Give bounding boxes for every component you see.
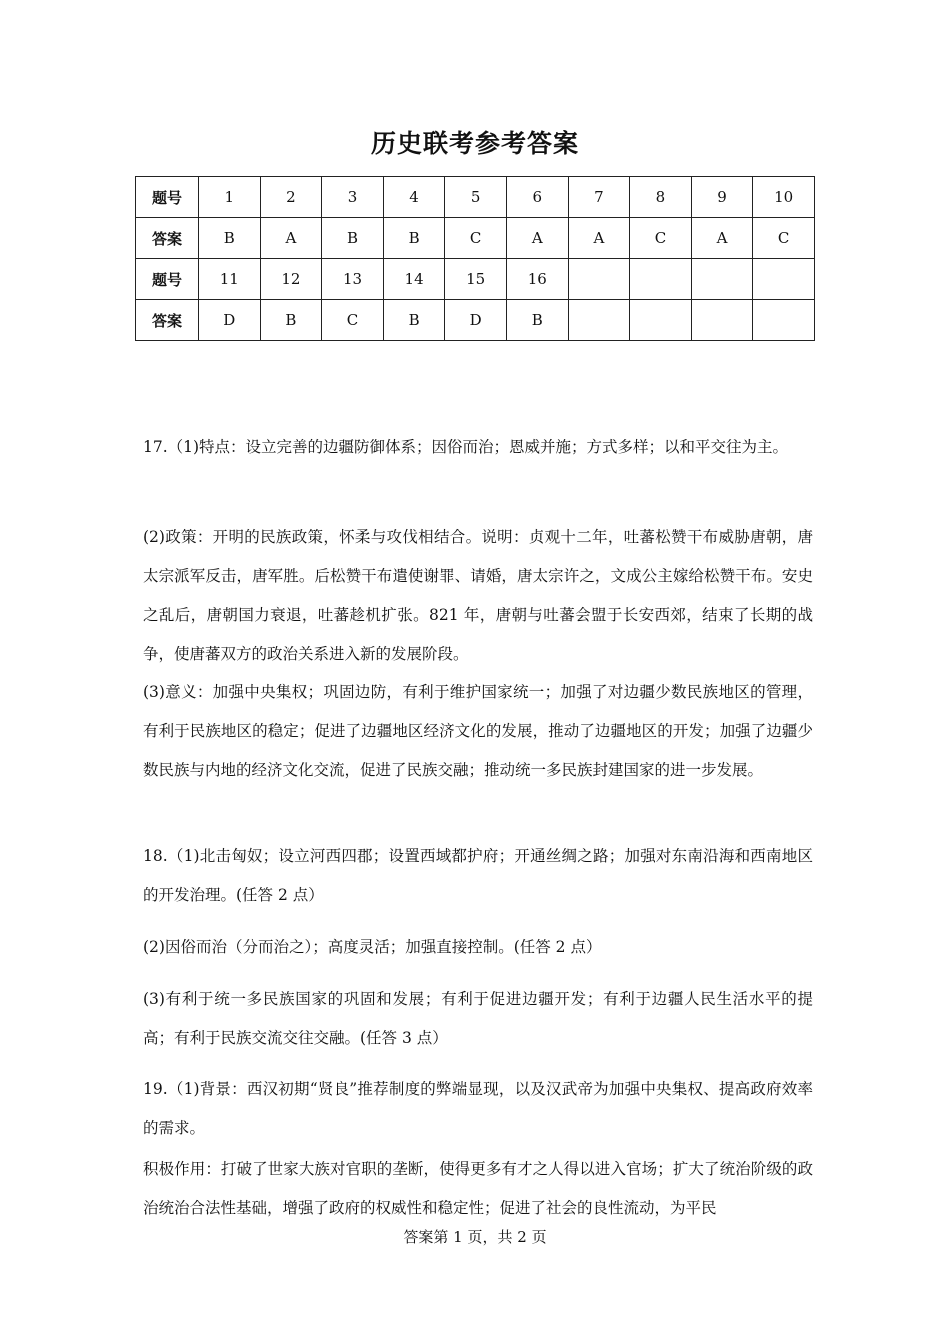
table-cell: 2 xyxy=(260,177,322,218)
table-cell: B xyxy=(383,300,445,341)
table-cell: D xyxy=(199,300,261,341)
table-cell: B xyxy=(260,300,322,341)
table-row xyxy=(136,300,815,341)
paragraph-18-1: 18.（1)北击匈奴；设立河西四郡；设置西域都护府；开通丝绸之路；加强对东南沿海和西南地区的开发治理。(任答 2 点） xyxy=(143,847,813,904)
paragraph-17-2: (2)政策：开明的民族政策，怀柔与攻伐相结合。说明：贞观十二年，吐蕃松赞干布威胁唐朝，唐太宗派军反击，唐军胜。后松赞干布遣使谢罪、请婚，唐太宗许之，文成公主嫁给松赞干布。安史之乱后，唐朝国力衰退，吐蕃趁机扩张。821 年，唐朝与吐蕃会盟于长安西郊，结束了长期的战争，使唐蕃双方的政治关系进入新的发展阶段。 xyxy=(143,528,813,663)
table-cell: 9 xyxy=(691,177,753,218)
table-cell xyxy=(691,300,753,341)
table-cell: B xyxy=(383,218,445,259)
table-cell: 1 xyxy=(199,177,261,218)
table-cell: A xyxy=(260,218,322,259)
table-cell: 6 xyxy=(506,177,568,218)
table-cell xyxy=(630,259,692,300)
table-row xyxy=(136,259,815,300)
table-cell: 8 xyxy=(630,177,692,218)
table-cell xyxy=(630,300,692,341)
row-header: 答案 xyxy=(136,218,199,259)
table-cell: A xyxy=(568,218,630,259)
table-cell: B xyxy=(506,300,568,341)
table-cell: A xyxy=(506,218,568,259)
table-cell xyxy=(568,259,630,300)
table-cell: D xyxy=(445,300,507,341)
table-cell xyxy=(568,300,630,341)
table-cell: 5 xyxy=(445,177,507,218)
row-header: 答案 xyxy=(136,300,199,341)
table-cell: A xyxy=(691,218,753,259)
table-cell: C xyxy=(753,218,815,259)
paragraph-18-3: (3)有利于统一多民族国家的巩固和发展；有利于促进边疆开发；有利于边疆人民生活水平的提高；有利于民族交流交往交融。(任答 3 点） xyxy=(143,990,813,1047)
paragraph-19-2: 积极作用：打破了世家大族对官职的垄断，使得更多有才之人得以进入官场；扩大了统治阶级的政治统治合法性基础，增强了政府的权威性和稳定性；促进了社会的良性流动，为平民 xyxy=(143,1160,813,1217)
table-cell: 10 xyxy=(753,177,815,218)
table-cell: 11 xyxy=(199,259,261,300)
table-cell: 14 xyxy=(383,259,445,300)
paragraph-17-3: (3)意义：加强中央集权；巩固边防，有利于维护国家统一；加强了对边疆少数民族地区的管理，有利于民族地区的稳定；促进了边疆地区经济文化的发展，推动了边疆地区的开发；加强了边疆少数民族与内地的经济文化交流，促进了民族交融；推动统一多民族封建国家的进一步发展。 xyxy=(143,683,813,779)
answer-table xyxy=(135,176,815,341)
table-cell: 12 xyxy=(260,259,322,300)
paragraph-17-1: 17.（1)特点：设立完善的边疆防御体系；因俗而治；恩威并施；方式多样；以和平交往为主。 xyxy=(143,438,789,456)
table-cell: C xyxy=(445,218,507,259)
table-cell: B xyxy=(322,218,384,259)
table-row xyxy=(136,177,815,218)
table-cell: 4 xyxy=(383,177,445,218)
table-cell: 13 xyxy=(322,259,384,300)
table-cell: C xyxy=(322,300,384,341)
row-header: 题号 xyxy=(136,259,199,300)
table-cell: B xyxy=(199,218,261,259)
table-cell: 7 xyxy=(568,177,630,218)
table-cell xyxy=(753,259,815,300)
table-cell: 3 xyxy=(322,177,384,218)
table-cell: 15 xyxy=(445,259,507,300)
table-cell xyxy=(691,259,753,300)
page-footer: 答案第 1 页，共 2 页 xyxy=(403,1228,547,1246)
page-title: 历史联考参考答案 xyxy=(370,129,579,158)
row-header: 题号 xyxy=(136,177,199,218)
table-row xyxy=(136,218,815,259)
table-cell: 16 xyxy=(506,259,568,300)
paragraph-18-2: (2)因俗而治（分而治之）；高度灵活；加强直接控制。(任答 2 点） xyxy=(143,938,602,956)
table-cell: C xyxy=(630,218,692,259)
table-cell xyxy=(753,300,815,341)
paragraph-19-1: 19.（1)背景：西汉初期“贤良”推荐制度的弊端显现，以及汉武帝为加强中央集权、提高政府效率的需求。 xyxy=(143,1080,813,1137)
